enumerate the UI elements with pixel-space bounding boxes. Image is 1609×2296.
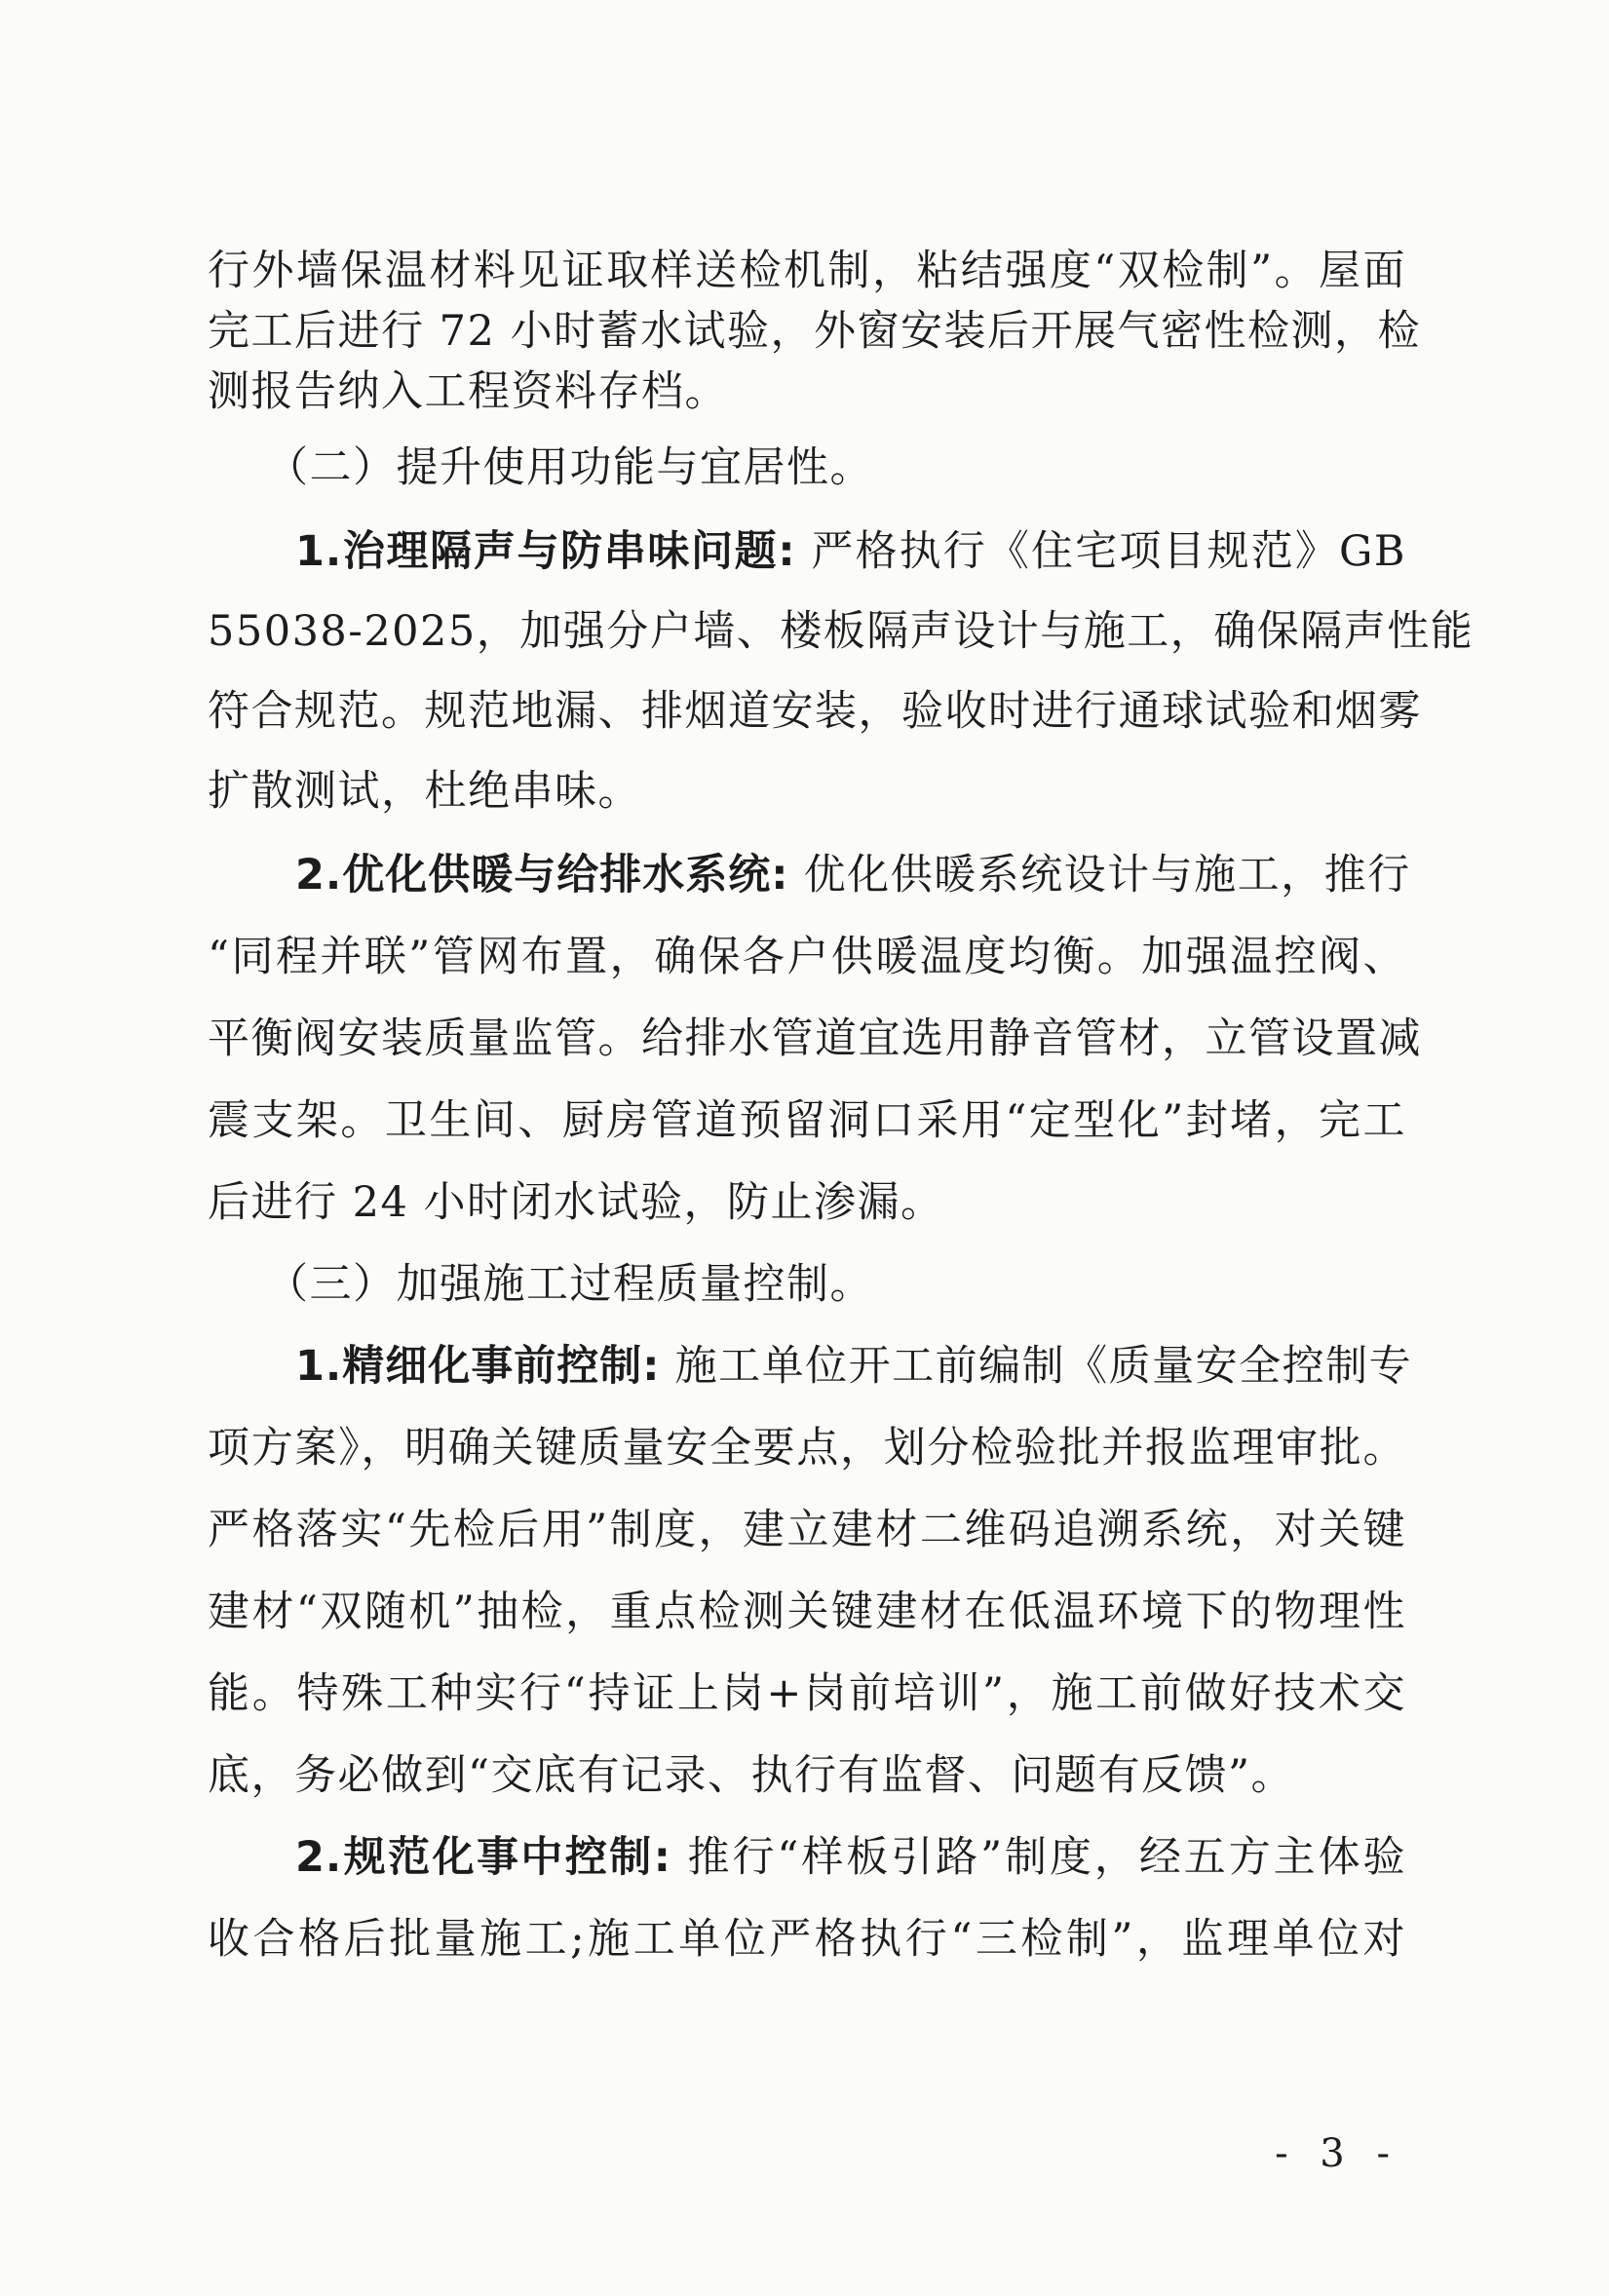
line-text: 后进行 24 小时闭水试验，防止渗漏。: [208, 1178, 944, 1227]
section-heading-text: （三）加强施工过程质量控制。: [266, 1260, 873, 1309]
item-heading: 1.精细化事前控制:: [295, 1342, 661, 1391]
paragraph-line: [208, 682, 1422, 741]
line-text: 行外墙保温材料见证取样送检机制，粘结强度“双检制”。屋面: [208, 247, 1406, 295]
item-heading: 1.治理隔声与防串味问题:: [295, 527, 796, 576]
line-text: 施工单位开工前编制《质量安全控制专: [660, 1342, 1413, 1391]
line-text: 严格落实“先检后用”制度，建立建材二维码追溯系统，对关键: [208, 1506, 1406, 1554]
line-text: “同程并联”管网布置，确保各户供暖温度均衡。加强温控阀、: [208, 933, 1406, 981]
item-heading: 2.规范化事中控制:: [295, 1833, 671, 1882]
line-text: 优化供暖系统设计与施工，推行: [788, 851, 1411, 899]
section-heading-3: [208, 1255, 1406, 1314]
line-text: 底，务必做到“交底有记录、执行有监督、问题有反馈”。: [208, 1751, 1294, 1800]
line-text: 测报告纳入工程资料存档。: [208, 367, 728, 416]
paragraph-line: [208, 302, 1422, 361]
section-heading-2: [208, 439, 1406, 497]
line-text: 严格执行《住宅项目规范》GB: [795, 527, 1407, 576]
paragraph-line: [208, 1746, 1406, 1805]
line-text: 推行“样板引路”制度，经五方主体验: [670, 1833, 1407, 1882]
line-text: 收合格后批量施工;施工单位严格执行“三检制”，监理单位对: [208, 1915, 1406, 1964]
paragraph-line: [208, 762, 1406, 821]
paragraph-line: [208, 242, 1406, 300]
paragraph-line: [208, 1091, 1406, 1150]
paragraph-line: [208, 1665, 1406, 1723]
section-heading-text: （二）提升使用功能与宜居性。: [266, 443, 873, 492]
paragraph-line: [208, 363, 1406, 421]
paragraph-line: [208, 522, 1406, 581]
line-text: 扩散测试，杜绝串味。: [208, 767, 641, 816]
item-heading: 2.优化供暖与给排水系统:: [295, 851, 789, 899]
paragraph-line: [208, 1337, 1413, 1396]
paragraph-line: [208, 1828, 1406, 1887]
paragraph-line: [208, 1501, 1406, 1559]
page-number: - 3 -: [1275, 2131, 1399, 2176]
paragraph-line: [208, 1173, 1406, 1232]
line-text: 平衡阀安装质量监管。给排水管道宜选用静音管材，立管设置减: [208, 1014, 1422, 1063]
line-text: 建材“双随机”抽检，重点检测关键建材在低温环境下的物理性: [208, 1588, 1406, 1636]
paragraph-line: [208, 928, 1406, 986]
line-text: 符合规范。规范地漏、排烟道安装，验收时进行通球试验和烟雾: [208, 687, 1422, 736]
line-text: 能。特殊工种实行“持证上岗+岗前培训”，施工前做好技术交: [208, 1669, 1406, 1718]
paragraph-line: [208, 1583, 1406, 1641]
paragraph-line: [208, 1910, 1406, 1969]
paragraph-line: [208, 1010, 1422, 1068]
paragraph-line: [208, 602, 1475, 661]
line-text: 完工后进行 72 小时蓄水试验，外窗安装后开展气密性检测，检: [208, 307, 1422, 356]
line-text: 项方案》，明确关键质量安全要点，划分检验批并报监理审批。: [208, 1424, 1406, 1473]
paragraph-line: [208, 846, 1411, 904]
paragraph-line: [208, 1419, 1406, 1477]
line-text: 55038-2025，加强分户墙、楼板隔声设计与施工，确保隔声性能: [208, 607, 1475, 656]
line-text: 震支架。卫生间、厨房管道预留洞口采用“定型化”封堵，完工: [208, 1096, 1406, 1145]
